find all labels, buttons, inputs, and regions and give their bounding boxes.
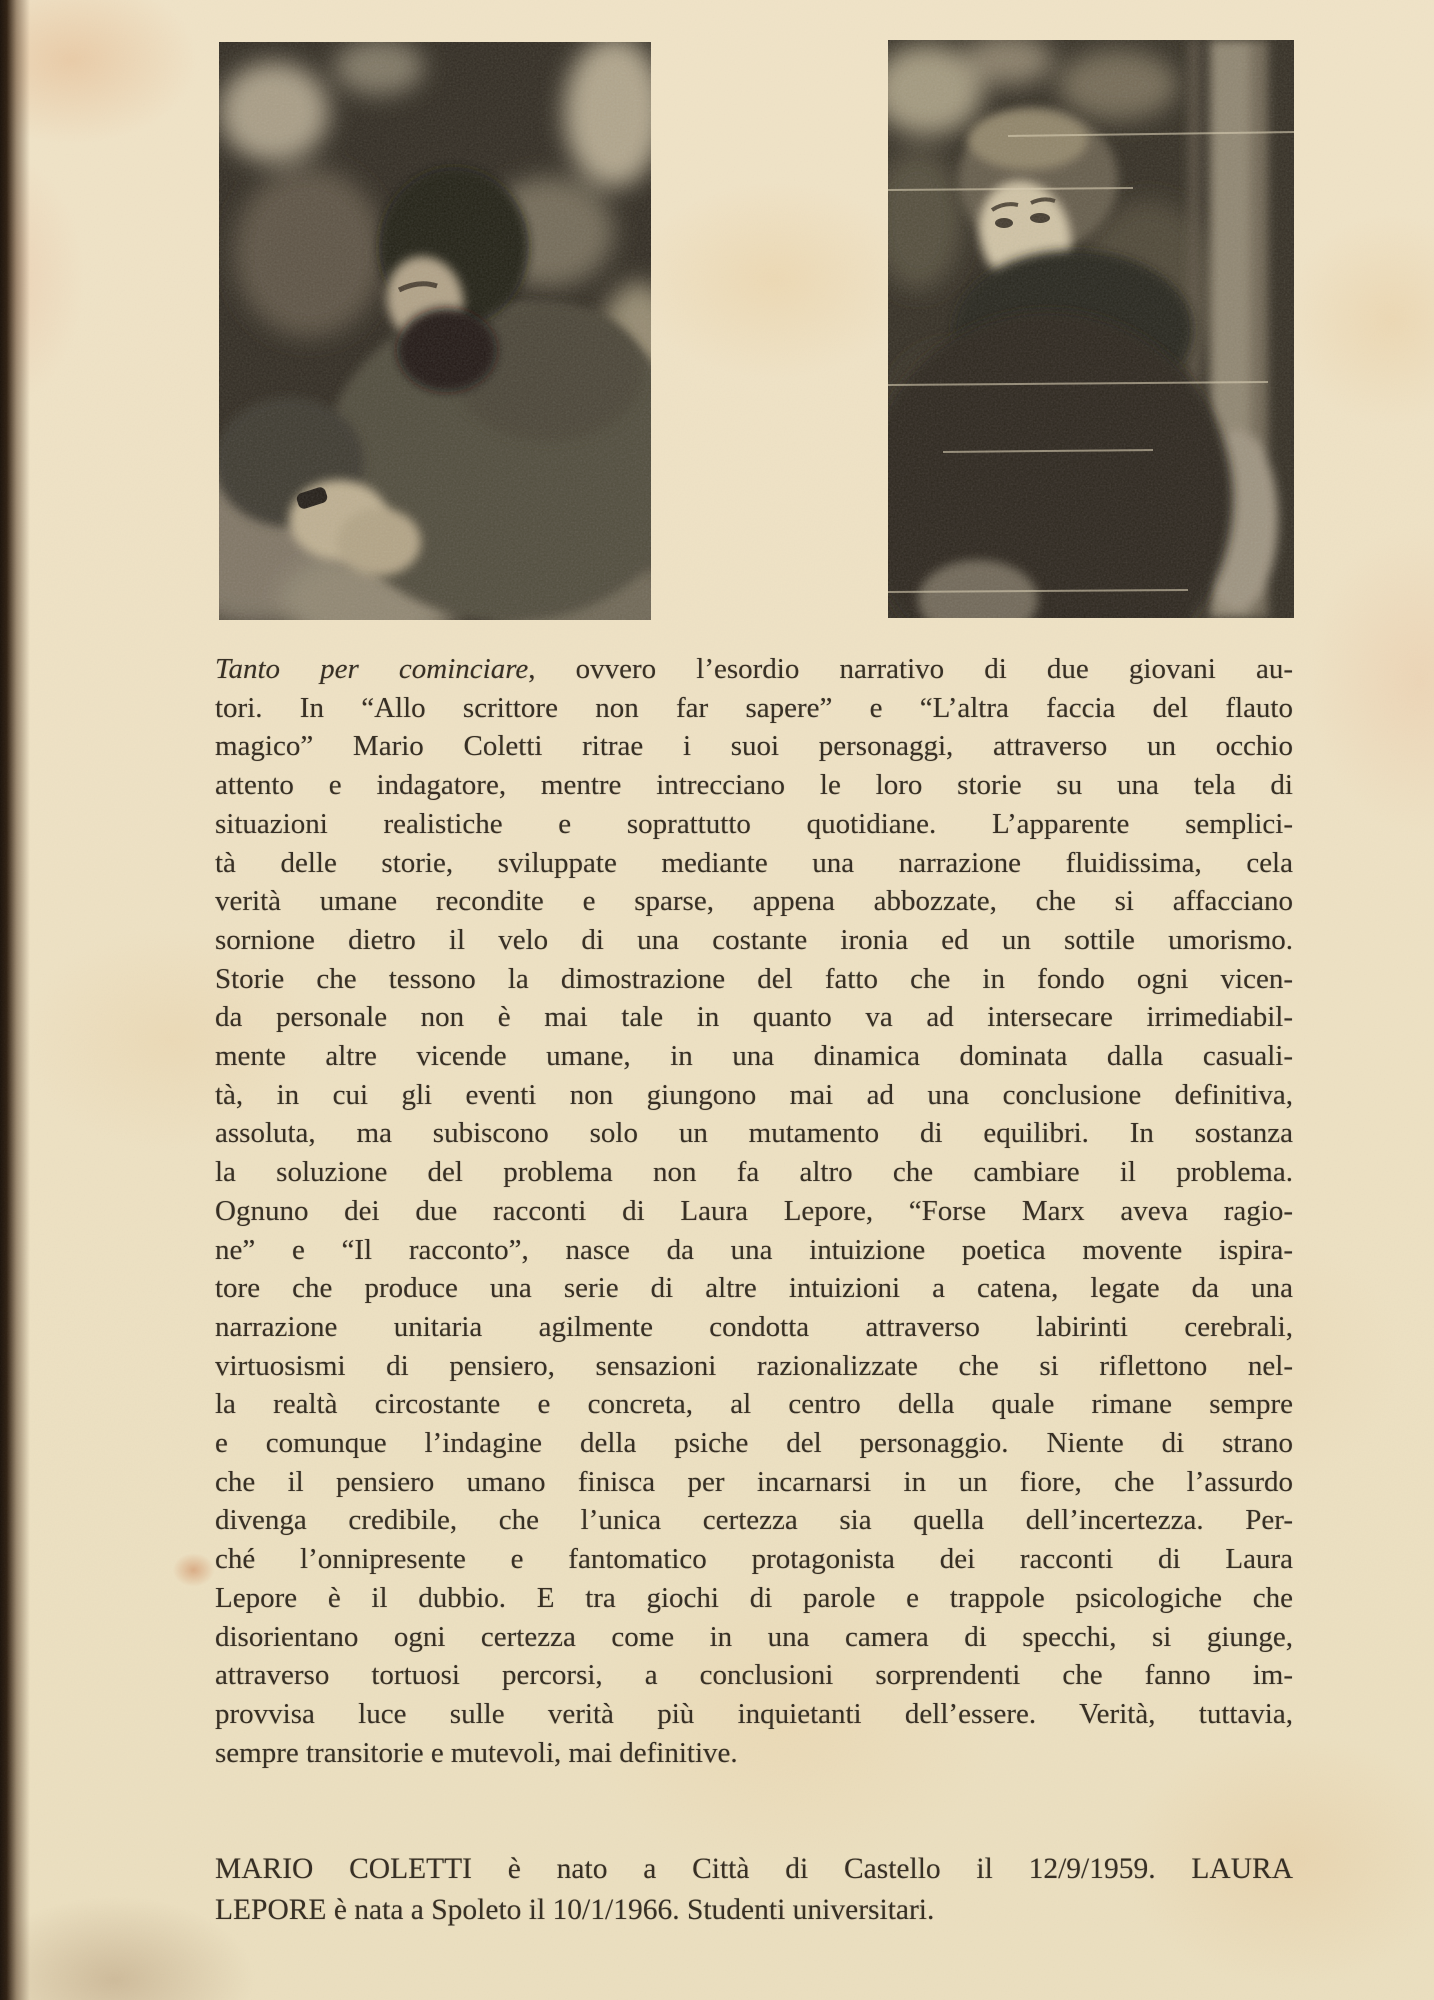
blurb-line: Ognuno dei due racconti di Laura Lepore, “Forse Marx aveva ragio- [215, 1194, 1293, 1227]
blurb-line: narrazione unitaria agilmente condotta attraverso labirinti cerebrali, [215, 1310, 1293, 1343]
blurb-line: tori. In “Allo scrittore non far sapere” e “L’altra faccia del flauto [215, 691, 1293, 724]
blurb-line: che il pensiero umano finisca per incarnarsi in un fiore, che l’assurdo [215, 1465, 1293, 1498]
blurb-line: la soluzione del problema non fa altro che cambiare il problema. [215, 1156, 1293, 1189]
blurb-line: magico” Mario Coletti ritrae i suoi personaggi, attraverso un occhio [215, 730, 1293, 763]
blurb-line: da personale non è mai tale in quanto va ad intersecare irrimediabil- [215, 1001, 1293, 1034]
blurb-line: e comunque l’indagine della psiche del personaggio. Niente di strano [215, 1427, 1293, 1460]
authors-note-line: LEPORE è nata a Spoleto il 10/1/1966. Studenti universitari. [215, 1894, 935, 1926]
book-title: Tanto per cominciare [215, 653, 529, 685]
blurb-first-line [215, 650, 1293, 689]
blurb-line: Lepore è il dubbio. E tra giochi di parole e trappole psicologiche che [215, 1581, 1293, 1614]
blurb-line: tà delle storie, sviluppate mediante una narrazione fluidissima, cela [215, 846, 1293, 879]
blurb-line: disorientano ogni certezza come in una camera di specchi, si giunge, [215, 1620, 1293, 1653]
author-photo-laura [888, 40, 1294, 618]
authors-note [215, 1849, 1293, 1931]
blurb-lines [215, 689, 1293, 1773]
blurb-line: verità umane recondite e sparse, appena abbozzate, che si affacciano [215, 885, 1293, 918]
blurb-line: divenga credibile, che l’unica certezza sia quella dell’incertezza. Per- [215, 1504, 1293, 1537]
mario-portrait-illustration [219, 42, 651, 620]
blurb-line: sempre transitorie e mutevoli, mai definitive. [215, 1736, 738, 1769]
blurb-line: mente altre vicende umane, in una dinamica dominata dalla casuali- [215, 1040, 1293, 1073]
blurb-line: tà, in cui gli eventi non giungono mai ad una conclusione definitiva, [215, 1078, 1293, 1111]
authors-note-line: MARIO COLETTI è nato a Città di Castello il 12/9/1959. LAURA [215, 1853, 1293, 1885]
blurb-line: sornione dietro il velo di una costante ironia ed un sottile umorismo. [215, 923, 1293, 956]
blurb-line: assoluta, ma subiscono solo un mutamento di equilibri. In sostanza [215, 1117, 1293, 1150]
blurb-line: ché l’onnipresente e fantomatico protagonista dei racconti di Laura [215, 1543, 1293, 1576]
spine-shadow [0, 0, 30, 2000]
blurb-line: la realtà circostante e concreta, al centro della quale rimane sempre [215, 1388, 1293, 1421]
blurb-line: attento e indagatore, mentre intrecciano le loro storie su una tela di [215, 769, 1293, 802]
blurb-line: virtuosismi di pensiero, sensazioni razionalizzate che si riflettono nel- [215, 1349, 1293, 1382]
laura-portrait-illustration [888, 40, 1294, 618]
blurb-paragraph [215, 650, 1293, 1772]
blurb-first-line-rest: , ovvero l’esordio narrativo di due giovani au- [528, 653, 1294, 685]
blurb-line: attraverso tortuosi percorsi, a conclusioni sorprendenti che fanno im- [215, 1659, 1293, 1692]
blurb-line: Storie che tessono la dimostrazione del fatto che in fondo ogni vicen- [215, 962, 1293, 995]
blurb-line: provvisa luce sulle verità più inquietanti dell’essere. Verità, tuttavia, [215, 1697, 1293, 1730]
blurb-line: ne” e “Il racconto”, nasce da una intuizione poetica movente ispira- [215, 1233, 1293, 1266]
blurb-line: situazioni realistiche e soprattutto quotidiane. L’apparente semplici- [215, 807, 1293, 840]
author-photo-mario [219, 42, 651, 620]
blurb-line: tore che produce una serie di altre intuizioni a catena, legate da una [215, 1272, 1293, 1305]
